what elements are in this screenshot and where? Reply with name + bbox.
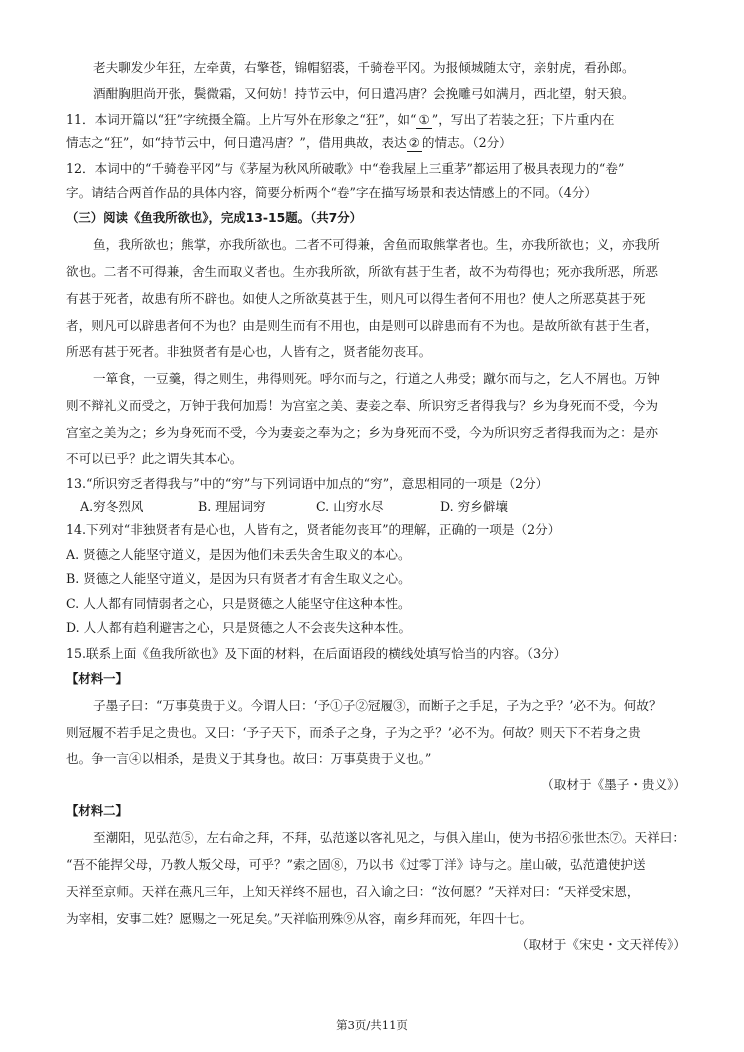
page-number-footer: 第3页/共11页 <box>336 1018 408 1032</box>
question-12-line-1: 12．本词中的“千骑卷平冈”与《茅屋为秋风所破歌》中“卷我屋上三重茅”都运用了极具表现力的“卷” <box>66 161 625 176</box>
q13-option-c: C. 山穷水尽 <box>316 499 384 514</box>
material-1-line-3: 也。争一言④以相杀，是贵义于其身也。故曰：万事莫贵于义也。” <box>66 751 432 766</box>
q11-text-4: 的情志。（2分） <box>421 135 512 150</box>
q14-option-d: D. 人人都有趋利避害之心，只是贤德之人不会丧失这种本性。 <box>66 620 412 635</box>
q13-option-d: D. 穷乡僻壤 <box>440 499 509 514</box>
q11-text-3: 情志之“狂”，如“持节云中，何日遣冯唐？”，借用典故，表达 <box>66 135 407 150</box>
passage-p2-line-3: 宫室之美为之；乡为身死而不受，今为妻妾之奉为之；乡为身死而不受，今为所识穷乏者得我而为之：是亦 <box>66 425 658 440</box>
material-1-line-2: 则冠履不若手足之贵也。又曰：‘予子天下，而杀子之身，子为之乎？’必不为。何故？则天下不若身之贵 <box>66 725 641 740</box>
q11-text-1: 11．本词开篇以“狂”字统摄全篇。上片写外在形象之“狂”，如“ <box>66 112 417 127</box>
question-14-stem: 14.下列对“非独贤者有是心也，人皆有之，贤者能勿丧耳”的理解，正确的一项是（2分） <box>66 522 561 537</box>
q11-blank-1: ① <box>418 112 430 127</box>
material-1-source: （取材于《墨子・贵义》） <box>541 777 686 792</box>
section-3-title: （三）阅读《鱼我所欲也》，完成13-15题。（共7分） <box>66 210 363 225</box>
question-13-stem: 13.“所识穷乏者得我与”中的“穷”与下列词语中加点的“穷”，意思相同的一项是（2分） <box>66 476 549 491</box>
question-11-line-2 <box>66 135 686 152</box>
passage-p2-line-4: 不可以已乎？此之谓失其本心。 <box>66 451 243 466</box>
passage-p1-line-1: 鱼，我所欲也；熊掌，亦我所欲也。二者不可得兼，舍鱼而取熊掌者也。生，亦我所欲也；义，亦我所 <box>93 237 660 252</box>
material-1-line-1: 子墨子曰：“万事莫贵于义。今谓人曰：‘予①子②冠履③，而断子之手足，子为之乎？’必不为。何故？ <box>93 698 662 713</box>
passage-p1-line-5: 所恶有甚于死者。非独贤者有是心也，人皆有之，贤者能勿丧耳。 <box>66 344 432 359</box>
question-15-stem: 15.联系上面《鱼我所欲也》及下面的材料，在后面语段的横线处填写恰当的内容。（3分） <box>66 646 567 661</box>
question-13-options <box>80 499 700 515</box>
material-2-label: 【材料二】 <box>66 803 128 818</box>
q13-option-a: A.穷冬烈风 <box>80 499 144 514</box>
material-2-line-1: 至潮阳，见弘范⑤，左右命之拜，不拜，弘范遂以客礼见之，与俱入崖山，使为书招⑥张世杰⑦。天祥曰： <box>93 830 685 845</box>
material-2-line-3: 天祥至京师。天祥在燕凡三年，上知天祥终不屈也，召入谕之曰：“汝何愿？”天祥对曰：“天祥受宋恩， <box>66 884 640 899</box>
passage-p1-line-2: 欲也。二者不可得兼，舍生而取义者也。生亦我所欲，所欲有甚于生者，故不为苟得也；死亦我所恶，所恶 <box>66 264 658 279</box>
q11-blank-2: ② <box>408 135 420 150</box>
passage-p1-line-3: 有甚于死者，故患有所不辟也。如使人之所欲莫甚于生，则凡可以得生者何不用也？使人之所恶莫甚于死 <box>66 291 646 306</box>
poem-line-2: 酒酣胸胆尚开张，鬓微霜，又何妨！持节云中，何日遣冯唐？会挽雕弓如满月，西北望，射天狼。 <box>93 86 635 101</box>
material-2-line-2: “吾不能捍父母，乃教人叛父母，可乎？”索之固⑧，乃以书《过零丁洋》诗与之。崖山破，弘范遣使护送 <box>66 857 646 872</box>
poem-line-1: 老夫聊发少年狂，左牵黄，右擎苍，锦帽貂裘，千骑卷平冈。为报倾城随太守，亲射虎，看孙郎。 <box>93 60 635 75</box>
q14-option-a: A. 贤德之人能坚守道义，是因为他们未丢失舍生取义的本心。 <box>66 547 411 562</box>
q13-option-b: B. 理屈词穷 <box>198 499 266 514</box>
question-11-line-1 <box>66 112 686 129</box>
material-2-line-4: 为宰相，安事二姓？愿赐之一死足矣。”天祥临刑殊⑨从容，南乡拜而死，年四十七。 <box>66 911 533 926</box>
passage-p2-line-1: 一箪食，一豆羹，得之则生，弗得则死。呼尔而与之，行道之人弗受；蹴尔而与之，乞人不屑也。万钟 <box>93 371 660 386</box>
question-12-line-2: 字。请结合两首作品的具体内容，简要分析两个“卷”字在描写场景和表达情感上的不同。（4分） <box>66 185 597 200</box>
passage-p2-line-2: 则不辩礼义而受之，万钟于我何加焉！为宫室之美、妻妾之奉、所识穷乏者得我与？乡为身死而不受，今为 <box>66 398 658 413</box>
q14-option-c: C. 人人都有同情弱者之心，只是贤德之人能坚守住这种本性。 <box>66 596 411 611</box>
material-1-label: 【材料一】 <box>66 671 128 686</box>
q14-option-b: B. 贤德之人能坚守道义，是因为只有贤者才有舍生取义之心。 <box>66 571 411 586</box>
q11-text-2: ”，写出了若装之狂；下片重内在 <box>431 112 615 127</box>
material-2-source: （取材于《宋史・文天祥传》） <box>515 937 686 952</box>
passage-p1-line-4: 者，则凡可以辟患者何不为也？由是则生而有不用也，由是则可以辟患而有不为也。是故所欲有甚于生者， <box>66 318 658 333</box>
